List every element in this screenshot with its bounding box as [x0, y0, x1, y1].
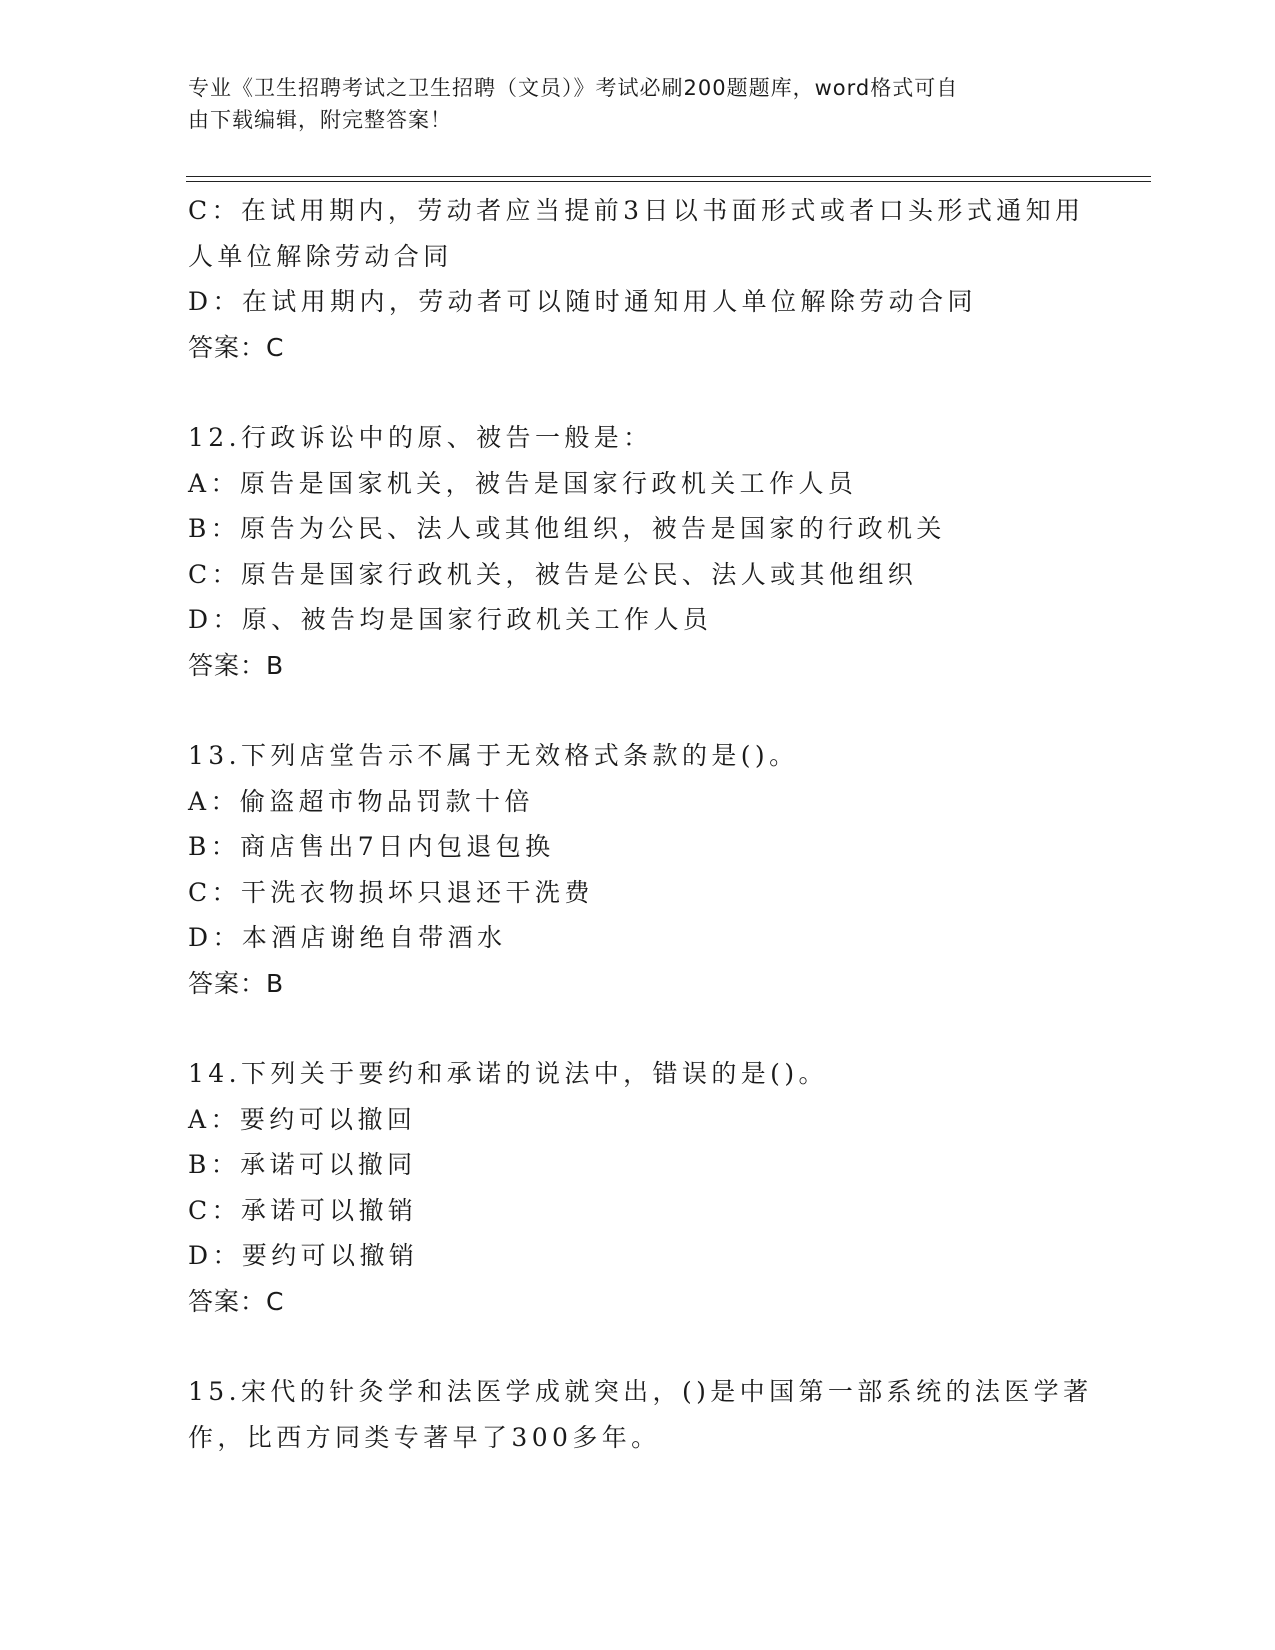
option-d: D：在试用期内，劳动者可以随时通知用人单位解除劳动合同 — [188, 287, 977, 316]
answer: 答案：C — [188, 1286, 285, 1316]
answer: 答案：C — [188, 332, 285, 362]
spacer — [188, 370, 1088, 415]
option-a: A：要约可以撤回 — [188, 1104, 417, 1134]
question-text-line-2: 作，比西方同类专著早了300多年。 — [188, 1422, 661, 1452]
question-list — [188, 188, 1093, 1460]
question-15 — [188, 1369, 1093, 1460]
option-c: C：承诺可以撤销 — [188, 1195, 418, 1225]
option-d: D：原、被告均是国家行政机关工作人员 — [188, 605, 713, 634]
spacer — [188, 1324, 1088, 1369]
option-b: B：承诺可以撤同 — [188, 1150, 417, 1179]
question-text: 14.下列关于要约和承诺的说法中，错误的是()。 — [188, 1059, 828, 1088]
answer: 答案：B — [188, 968, 285, 998]
question-text-line-1: 15.宋代的针灸学和法医学成就突出，()是中国第一部系统的法医学著 — [188, 1377, 1093, 1406]
option-b: B：商店售出7日内包退包换 — [188, 832, 555, 861]
document-header — [188, 72, 1068, 136]
header-line-2: 由下载编辑，附完整答案！ — [188, 108, 452, 132]
question-14 — [188, 1051, 1088, 1324]
header-divider-bottom — [186, 181, 1151, 182]
option-a: A：原告是国家机关，被告是国家行政机关工作人员 — [188, 468, 858, 498]
question-text: 12.行政诉讼中的原、被告一般是： — [188, 423, 653, 452]
option-c-line-2: 人单位解除劳动合同 — [188, 241, 453, 271]
option-c-line-1: C：在试用期内，劳动者应当提前3日以书面形式或者口头形式通知用 — [188, 196, 1085, 225]
option-c: C：干洗衣物损坏只退还干洗费 — [188, 877, 594, 907]
header-divider-top — [186, 176, 1151, 177]
question-12 — [188, 415, 1088, 688]
question-text: 13.下列店堂告示不属于无效格式条款的是()。 — [188, 741, 799, 770]
option-c: C：原告是国家行政机关，被告是公民、法人或其他组织 — [188, 559, 918, 589]
option-d: D：要约可以撤销 — [188, 1241, 419, 1270]
spacer — [188, 1006, 1088, 1051]
spacer — [188, 688, 1088, 733]
question-13 — [188, 733, 1088, 1006]
answer: 答案：B — [188, 650, 285, 680]
question-11 — [188, 188, 1088, 370]
option-b: B：原告为公民、法人或其他组织，被告是国家的行政机关 — [188, 514, 946, 543]
option-a: A：偷盗超市物品罚款十倍 — [188, 786, 534, 816]
option-d: D：本酒店谢绝自带酒水 — [188, 923, 507, 952]
header-line-1: 专业《卫生招聘考试之卫生招聘（文员）》考试必刷200题题库，word格式可自 — [188, 76, 959, 100]
